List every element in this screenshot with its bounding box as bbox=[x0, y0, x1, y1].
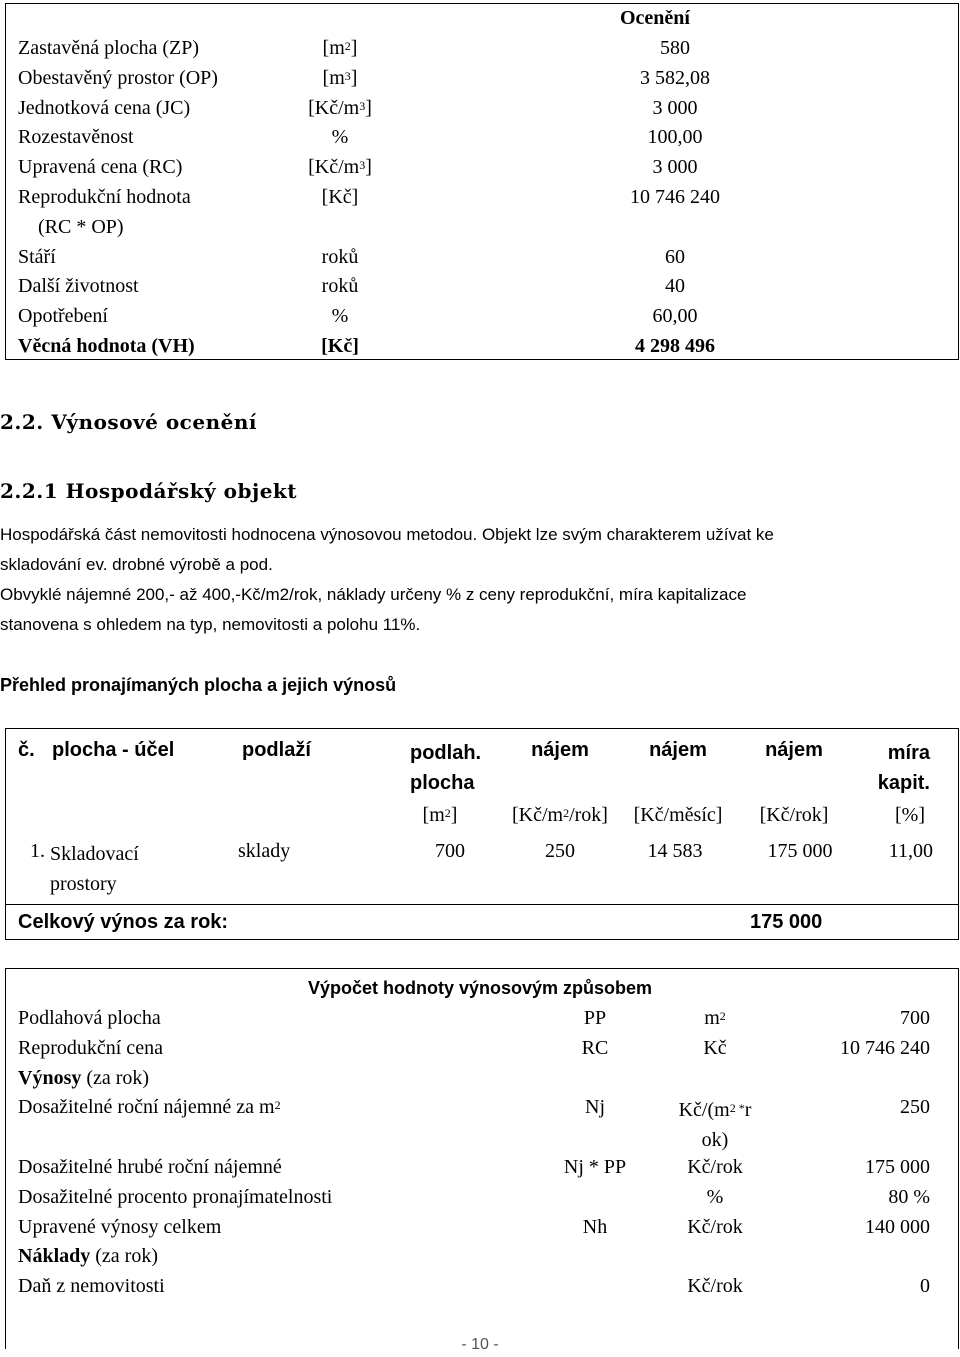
yield-row-value: 250 bbox=[900, 1096, 930, 1119]
unit-rate: [%] bbox=[895, 804, 925, 826]
page-number: - 10 - bbox=[461, 1336, 499, 1353]
header-floor: podlaží bbox=[242, 739, 311, 761]
paragraph-line: Obvyklé nájemné 200,- až 400,-Kč/m2/rok, náklady určeny % z ceny reprodukční, míra kapitalizace bbox=[0, 585, 747, 604]
valuation-row-unit: roků bbox=[321, 275, 359, 298]
yield-row-value: 700 bbox=[900, 1007, 930, 1029]
yield-row-unit: $Kč/(m^{2 *}r$ ok) bbox=[678, 1099, 752, 1152]
header-rate bbox=[830, 738, 930, 798]
unit-rent-2: [Kč/měsíc] bbox=[633, 804, 723, 826]
valuation-row-label: Zastavěná plocha (ZP) bbox=[18, 37, 200, 59]
yield-row-label: Upravené výnosy celkem bbox=[18, 1215, 222, 1238]
subsection-heading: 2.2.1 Hospodářský objekt bbox=[0, 479, 298, 503]
yield-table-title: Výpočet hodnoty výnosovým způsobem bbox=[307, 978, 653, 998]
header-floor-area-l1: podlah. bbox=[410, 742, 482, 764]
header-rent-1: nájem bbox=[531, 739, 589, 761]
valuation-row-unit: $[Kč/m^3]$ bbox=[308, 156, 372, 179]
row-rent-3: 175 000 bbox=[767, 840, 833, 862]
yield-row-unit: $m^2$ bbox=[704, 1007, 726, 1029]
header-rate-l2: kapit. bbox=[877, 772, 930, 794]
yield-row-symbol: RC bbox=[581, 1036, 609, 1059]
header-area-use: plocha - účel bbox=[52, 739, 175, 761]
valuation-row-label: Rozestavěnost bbox=[18, 126, 134, 149]
valuation-row-label: (RC * OP) bbox=[38, 215, 124, 238]
valuation-row-unit: $[Kč/m^3]$ bbox=[308, 96, 372, 119]
yield-row-label: Dosažitelné procento pronajímatelnosti bbox=[18, 1185, 333, 1208]
header-rent-2: nájem bbox=[649, 739, 707, 761]
row-rate: 11,00 bbox=[888, 840, 933, 862]
valuation-row-value: 10 746 240 bbox=[630, 186, 720, 208]
total-label: Celkový výnos za rok: bbox=[18, 911, 229, 933]
yield-row-unit: Kč/rok bbox=[687, 1215, 743, 1238]
yield-row-label: Reprodukční cena bbox=[18, 1036, 163, 1059]
valuation-row-unit: $[m^3]$ bbox=[322, 66, 358, 89]
header-floor-area-l2: plocha bbox=[410, 772, 475, 794]
row-area-use-l2: prostory bbox=[50, 873, 117, 895]
yield-row-label: Dosažitelné hrubé roční nájemné bbox=[18, 1155, 282, 1178]
row-rent-1: 250 bbox=[545, 840, 575, 862]
valuation-row-label: Obestavěný prostor (OP) bbox=[18, 66, 218, 89]
yield-row-symbol: Nj bbox=[585, 1096, 605, 1119]
valuation-row-value: 3 582,08 bbox=[640, 66, 710, 89]
valuation-row-unit: % bbox=[331, 305, 349, 328]
paragraph-line: stanovena s ohledem na typ, nemovitosti a polohu 11%. bbox=[0, 615, 421, 634]
header-floor-area bbox=[410, 738, 481, 798]
yield-row-unit: Kč bbox=[703, 1036, 727, 1059]
section-heading: 2.2. Výnosové ocenění bbox=[0, 410, 257, 434]
yield-row-value: 0 bbox=[920, 1275, 930, 1298]
valuation-row-label: Stáří bbox=[18, 245, 56, 268]
row-floor-area: 700 bbox=[435, 840, 465, 862]
unit-rent-3: [Kč/rok] bbox=[759, 804, 829, 826]
paragraph-line: Hospodářská část nemovitosti hodnocena výnosovou metodou. Objekt lze svým charakterem užívat ke bbox=[0, 525, 774, 544]
valuation-row-unit: % bbox=[331, 126, 349, 149]
valuation-row-label: Upravená cena (RC) bbox=[18, 156, 183, 179]
valuation-row-label: Jednotková cena (JC) bbox=[18, 96, 191, 119]
yield-row-value: 10 746 240 bbox=[840, 1036, 930, 1059]
unit-rent-1: $[Kč/m^2/rok]$ bbox=[512, 804, 608, 826]
valuation-row-label: Opotřebení bbox=[18, 305, 108, 328]
yield-row-value: 140 000 bbox=[865, 1215, 930, 1238]
paragraph-rent bbox=[0, 580, 940, 640]
header-no: č. bbox=[18, 739, 35, 761]
yield-row-symbol: PP bbox=[583, 1007, 607, 1029]
row-area-use bbox=[50, 839, 139, 899]
valuation-header: Ocenění bbox=[620, 7, 690, 29]
row-area-use-l1: Skladovací bbox=[50, 843, 139, 865]
rental-overview-title: Přehled pronajímaných plocha a jejich výnosů bbox=[0, 675, 397, 695]
valuation-row-value: 60,00 bbox=[652, 305, 698, 328]
valuation-row-unit: $[m^2]$ bbox=[322, 37, 358, 59]
row-no: 1. bbox=[30, 840, 45, 862]
paragraph-description bbox=[0, 520, 940, 580]
yield-row-label: Dosažitelné roční nájemné za $m^2$ bbox=[18, 1096, 281, 1119]
row-floor: sklady bbox=[238, 840, 291, 862]
header-rate-l1: míra bbox=[887, 742, 930, 764]
yield-row-label: Výnosy (za rok) bbox=[18, 1066, 150, 1089]
valuation-row-value: 3 000 bbox=[652, 156, 698, 179]
valuation-row-unit: [Kč] bbox=[321, 186, 359, 208]
valuation-row-value: 60 bbox=[665, 245, 685, 268]
yield-row-label: Podlahová plocha bbox=[18, 1007, 161, 1029]
header-rent-3: nájem bbox=[765, 739, 823, 761]
yield-row-value: 175 000 bbox=[865, 1155, 930, 1178]
valuation-row-label: Další životnost bbox=[18, 275, 139, 298]
yield-row-unit: Kč/rok bbox=[687, 1155, 743, 1178]
yield-row-label: Daň z nemovitosti bbox=[18, 1275, 165, 1298]
valuation-row-value: 40 bbox=[665, 275, 685, 298]
valuation-row-value: 3 000 bbox=[652, 96, 698, 119]
valuation-row-unit: [Kč] bbox=[321, 335, 359, 357]
valuation-row-value: 4 298 496 bbox=[635, 335, 715, 357]
yield-row-unit: % bbox=[706, 1185, 724, 1208]
rental-table-divider bbox=[5, 904, 958, 905]
yield-row-value: 80 % bbox=[888, 1185, 930, 1208]
unit-floor-area: $[m^2]$ bbox=[422, 804, 458, 826]
valuation-row-value: 580 bbox=[660, 37, 690, 59]
yield-row-symbol: Nh bbox=[582, 1215, 608, 1238]
total-value: 175 000 bbox=[750, 911, 823, 933]
yield-row-label: Náklady (za rok) bbox=[18, 1245, 158, 1268]
row-rent-2: 14 583 bbox=[647, 840, 703, 862]
yield-row-unit: Kč/rok bbox=[687, 1275, 743, 1298]
yield-row-symbol: Nj * PP bbox=[563, 1155, 627, 1178]
valuation-row-label: Věcná hodnota (VH) bbox=[18, 335, 195, 357]
valuation-row-unit: roků bbox=[321, 245, 359, 268]
paragraph-line: skladování ev. drobné výrobě a pod. bbox=[0, 555, 273, 574]
valuation-row-value: 100,00 bbox=[647, 126, 703, 149]
valuation-row-label: Reprodukční hodnota bbox=[18, 186, 191, 208]
